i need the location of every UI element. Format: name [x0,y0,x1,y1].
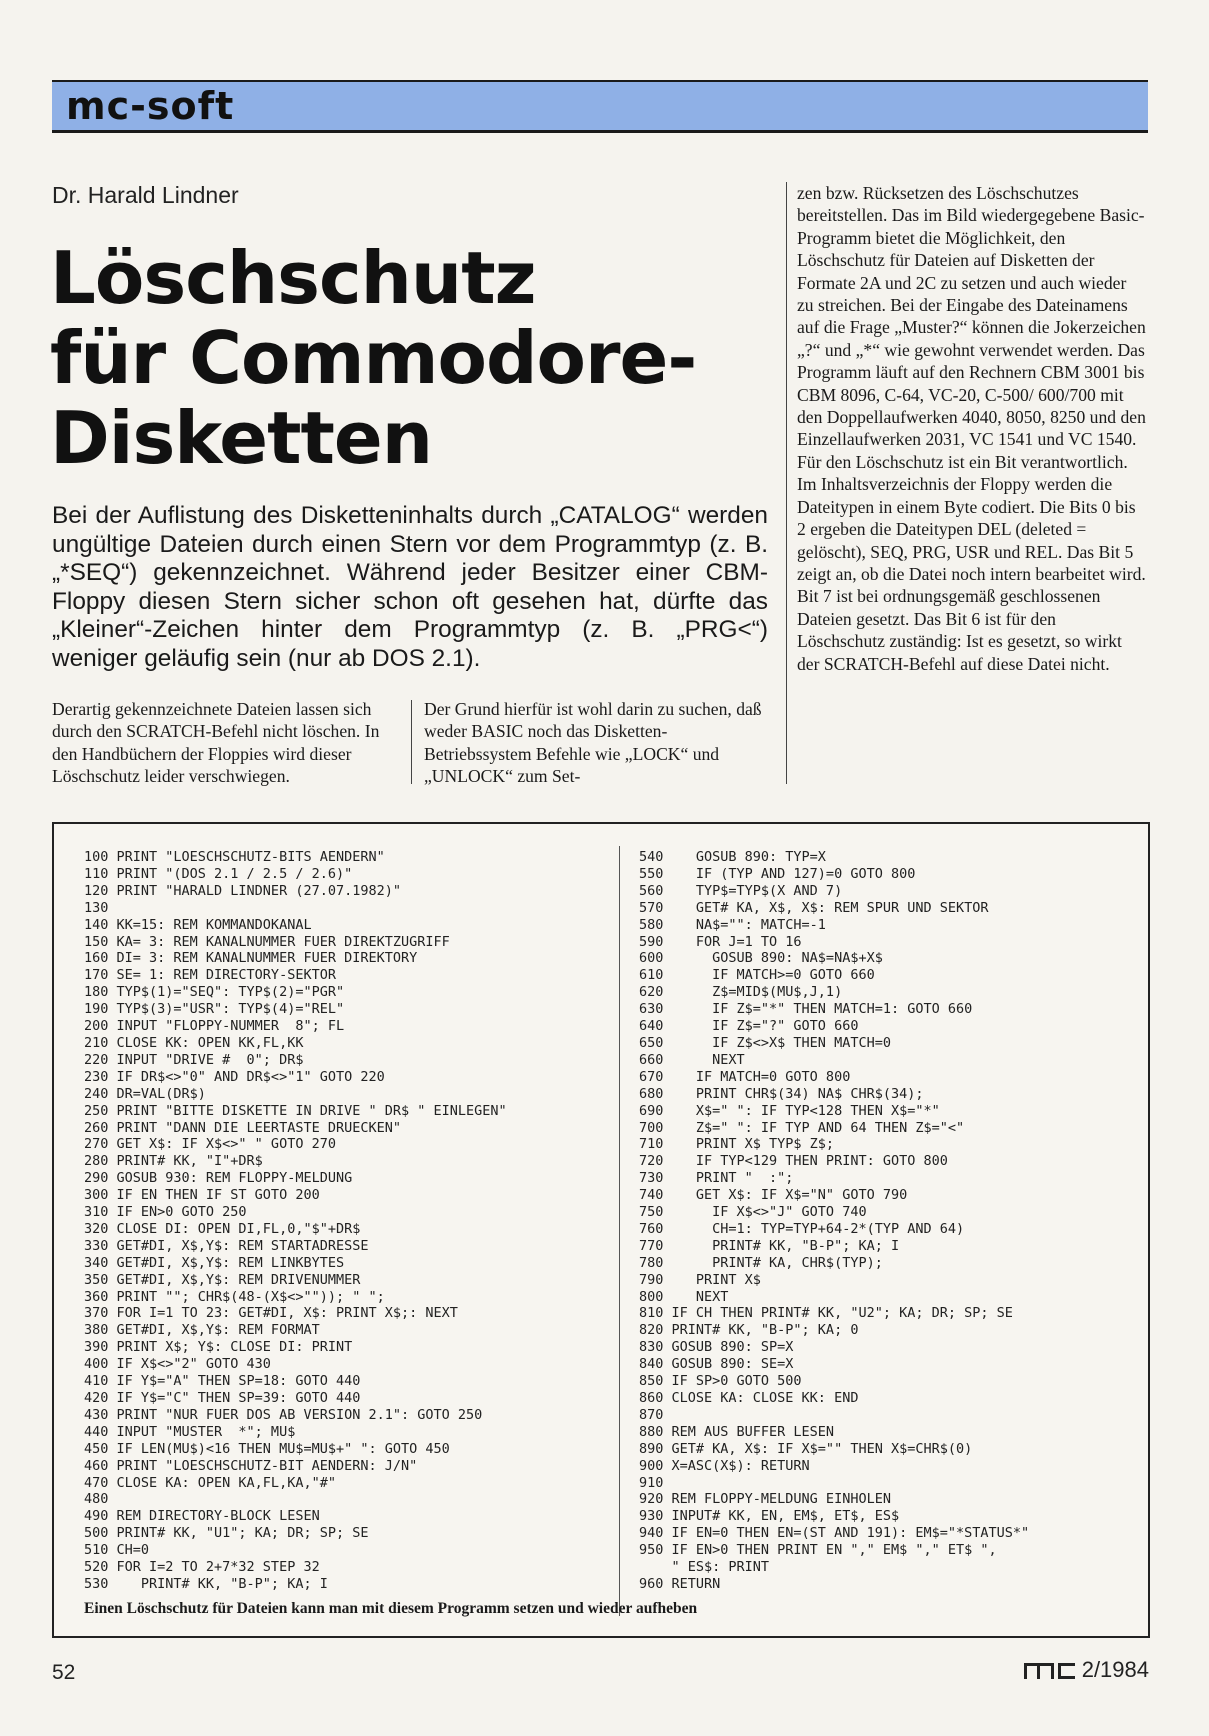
article-title [50,238,770,478]
title-line-3: Disketten [50,396,433,480]
column-divider [786,182,787,784]
listing-divider [619,846,620,1616]
issue-number: 2/1984 [1081,1657,1149,1682]
author-name: Dr. Harald Lindner [52,182,239,208]
footer-issue [1024,1657,1149,1683]
title-line-2: für Commodore- [50,316,697,400]
title-line-1: Löschschutz [50,236,536,320]
body-column-1: Derartig gekennzeichnete Dateien lassen sich durch den SCRATCH-Befehl nicht löschen. In den Handbüchern der Floppies wird dieser Löschschutz leider verschwiegen. [52,699,380,787]
listing-left-column: 100 PRINT "LOESCHSCHUTZ-BITS AENDERN" 110 PRINT "(DOS 2.1 / 2.5 / 2.6)" 120 PRINT "HARALD LINDNER (27.07.1982)" 130 140 KK=15: REM KOMMANDOKANAL 150 KA= 3: REM KANALNUMMER FUER DIREKTZUGRIFF 160 DI= 3: REM KANALNUMMER FUER DIREKTORY 170 SE= 1: REM DIRECTORY-SEKTOR 180 TYP$(1)="SEQ": TYP$(2)="PGR" 190 TYP$(3)="USR": TYP$(4)="REL" 200 INPUT "FLOPPY-NUMMER 8"; FL 210 CLOSE KK: OPEN KK,FL,KK 220 INPUT "DRIVE # 0"; DR$ 230 IF DR$<>"0" AND DR$<>"1" GOTO 220 240 DR=VAL(DR$) 250 PRINT "BITTE DISKETTE IN DRIVE " DR$ " EINLEGEN" 260 PRINT "DANN DIE LEERTASTE DRUECKEN" 270 GET X$: IF X$<>" " GOTO 270 280 PRINT# KK, "I"+DR$ 290 GOSUB 930: REM FLOPPY-MELDUNG 300 IF EN THEN IF ST GOTO 200 310 IF EN>0 GOTO 250 320 CLOSE DI: OPEN DI,FL,0,"$"+DR$ 330 GET#DI, X$,Y$: REM STARTADRESSE 340 GET#DI, X$,Y$: REM LINKBYTES 350 GET#DI, X$,Y$: REM DRIVENUMMER 360 PRINT ""; CHR$(48-(X$<>"")); " "; 370 FOR I=1 TO 23: GET#DI, X$: PRINT X$;: NEXT 380 GET#DI, X$,Y$: REM FORMAT 390 PRINT X$; Y$: CLOSE DI: PRINT 400 IF X$<>"2" GOTO 430 410 IF Y$="A" THEN SP=18: GOTO 440 420 IF Y$="C" THEN SP=39: GOTO 440 430 PRINT "NUR FUER DOS AB VERSION 2.1": GOTO 250 440 INPUT "MUSTER *"; MU$ 450 IF LEN(MU$)<16 THEN MU$=MU$+" ": GOTO 450 460 PRINT "LOESCHSCHUTZ-BIT AENDERN: J/N" 470 CLOSE KA: OPEN KA,FL,KA,"#" 480 490 REM DIRECTORY-BLOCK LESEN 500 PRINT# KK, "U1"; KA; DR; SP; SE 510 CH=0 520 FOR I=2 TO 2+7*32 STEP 32 530 PRINT# KK, "B-P"; KA; I [84,849,507,1592]
section-banner [52,80,1148,133]
body-column-2: Der Grund hierfür ist wohl darin zu suchen, daß weder BASIC noch das Disketten-Betriebssystem Befehle wie „LOCK“ und „UNLOCK“ zum Set- [424,699,762,787]
listing-caption: Einen Löschschutz für Dateien kann man mit diesem Programm setzen und wieder aufheben [84,1600,698,1617]
section-label: mc-soft [66,84,235,128]
column-divider [411,700,412,784]
page-number: 52 [52,1661,76,1684]
mc-logo-icon [1024,1659,1076,1681]
body-column-3: zen bzw. Rücksetzen des Löschschutzes bereitstellen. Das im Bild wiedergegebene Basic-Programm bietet die Möglichkeit, den Löschschutz für Dateien auf Disketten der Formate 2A und 2C zu setzen und auch wieder zu streichen. Bei der Eingabe des Dateinamens auf die Frage „Muster?“ können die Jokerzeichen „?“ und „*“ wie gewohnt verwendet werden. Das Programm läuft auf den Rechnern CBM 3001 bis CBM 8096, C-64, VC-20, C-500/ 600/700 mit den Doppellaufwerken 4040, 8050, 8250 und den Einzellaufwerken 2031, VC 1541 und VC 1540. Für den Löschschutz ist ein Bit verantwortlich. Im Inhaltsverzeichnis der Floppy werden die Dateitypen in einem Byte codiert. Die Bits 0 bis 2 ergeben die Dateitypen DEL (deleted = gelöscht), SEQ, PRG, USR und REL. Das Bit 5 zeigt an, ob die Datei noch intern bearbeitet wird. Bit 7 ist bei ordnungsgemäß geschlossenen Dateien gesetzt. Das Bit 6 ist für den Löschschutz zuständig: Ist es gesetzt, so wirkt der SCRATCH-Befehl auf diese Datei nicht. [797,183,1146,674]
listing-right-column: 540 GOSUB 890: TYP=X 550 IF (TYP AND 127)=0 GOTO 800 560 TYP$=TYP$(X AND 7) 570 GET# KA, X$, X$: REM SPUR UND SEKTOR 580 NA$="": MATCH=-1 590 FOR J=1 TO 16 600 GOSUB 890: NA$=NA$+X$ 610 IF MATCH>=0 GOTO 660 620 Z$=MID$(MU$,J,1) 630 IF Z$="*" THEN MATCH=1: GOTO 660 640 IF Z$="?" GOTO 660 650 IF Z$<>X$ THEN MATCH=0 660 NEXT 670 IF MATCH=0 GOTO 800 680 PRINT CHR$(34) NA$ CHR$(34); 690 X$=" ": IF TYP<128 THEN X$="*" 700 Z$=" ": IF TYP AND 64 THEN Z$="<" 710 PRINT X$ TYP$ Z$; 720 IF TYP<129 THEN PRINT: GOTO 800 730 PRINT " :"; 740 GET X$: IF X$="N" GOTO 790 750 IF X$<>"J" GOTO 740 760 CH=1: TYP=TYP+64-2*(TYP AND 64) 770 PRINT# KK, "B-P"; KA; I 780 PRINT# KA, CHR$(TYP); 790 PRINT X$ 800 NEXT 810 IF CH THEN PRINT# KK, "U2"; KA; DR; SP; SE 820 PRINT# KK, "B-P"; KA; 0 830 GOSUB 890: SP=X 840 GOSUB 890: SE=X 850 IF SP>0 GOTO 500 860 CLOSE KA: CLOSE KK: END 870 880 REM AUS BUFFER LESEN 890 GET# KA, X$: IF X$="" THEN X$=CHR$(0) 900 X=ASC(X$): RETURN 910 920 REM FLOPPY-MELDUNG EINHOLEN 930 INPUT# KK, EN, EM$, ET$, ES$ 940 IF EN=0 THEN EN=(ST AND 191): EM$="*STATUS*" 950 IF EN>0 THEN PRINT EN "," EM$ "," ET$ ", " ES$: PRINT 960 RETURN [639,849,1030,1592]
program-listing [52,822,1150,1638]
lead-paragraph: Bei der Auflistung des Disketteninhalts durch „CATALOG“ werden ungültige Dateien durch einen Stern vor dem Programmtyp (z. B. „*SEQ“) gekennzeichnet. Während jeder Besitzer einer CBM-Floppy diesen Stern sicher schon oft gesehen hat, dürfte das „Kleiner“-Zeichen hinter dem Programmtyp (z. B. „PRG<“) weniger geläufig sein (nur ab DOS 2.1). [52,502,768,672]
